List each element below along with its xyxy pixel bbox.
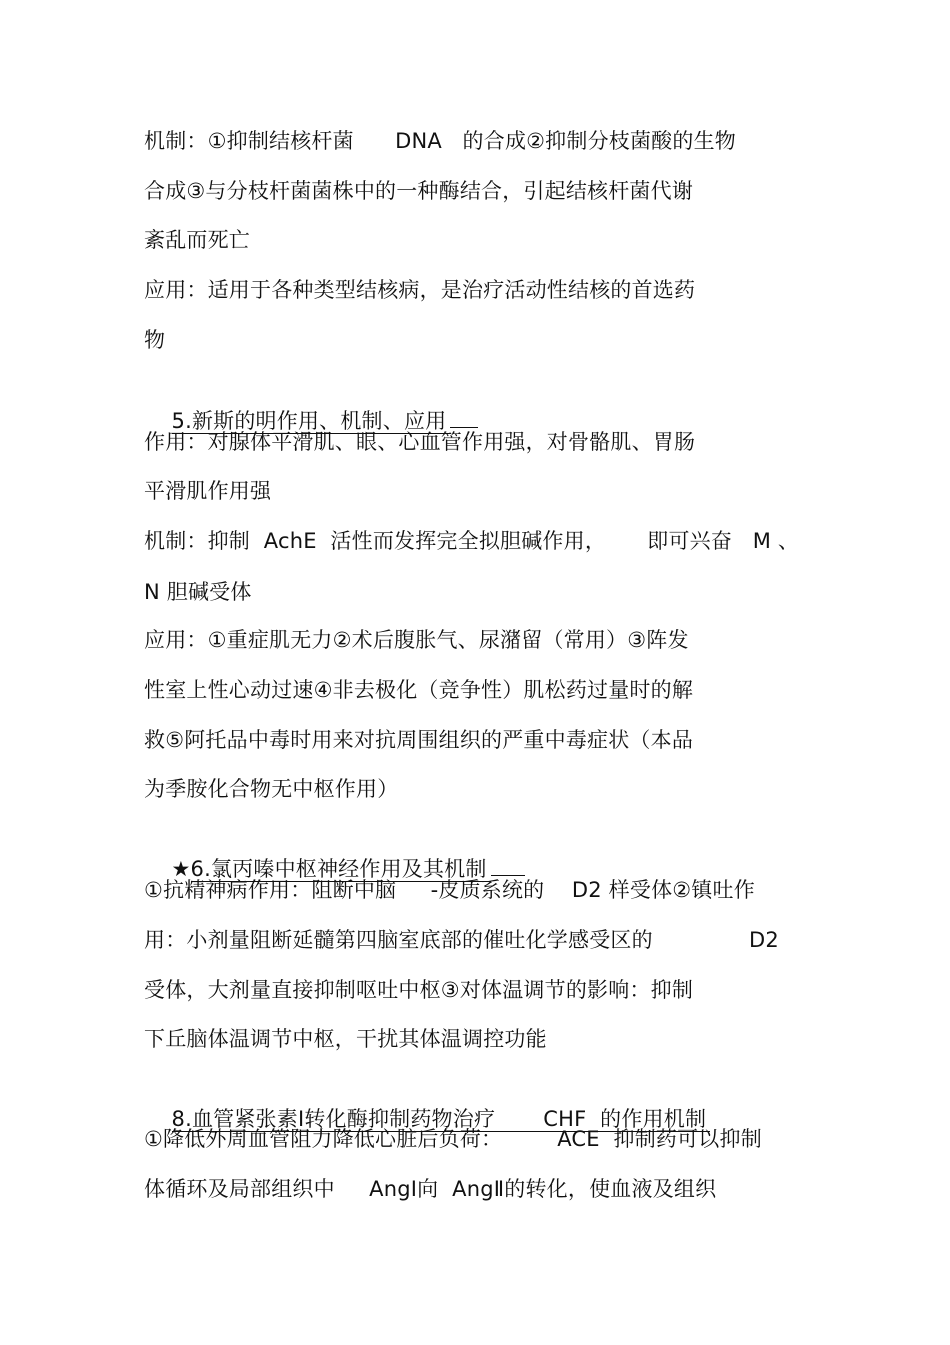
text-line-7: 作用：对腺体平滑肌、眼、心血管作用强，对骨骼肌、胃肠	[144, 430, 696, 454]
text-line-5: 物	[144, 328, 166, 352]
text-line-21: ①降低外周血管阻力降低心脏后负荷： ACE 抑制药可以抑制	[144, 1127, 762, 1151]
text-line-16: ①抗精神病作用：阻断中脑 -皮质系统的 D2 样受体②镇吐作	[144, 878, 755, 902]
section-heading-8-text: 8.血管紧张素Ⅰ转化酶抑制药物治疗 CHF 的作用机制	[172, 1107, 711, 1132]
star-icon: ★	[171, 857, 191, 881]
text-line-2: 合成③与分枝杆菌菌株中的一种酶结合，引起结核杆菌代谢	[144, 179, 694, 203]
section-heading-5-text: 5.新斯的明作用、机制、应用	[172, 409, 451, 434]
text-line-10: N 胆碱受体	[144, 580, 252, 604]
section-heading-6-text: 6.氯丙嗪中枢神经作用及其机制	[191, 857, 491, 882]
text-line-4: 应用：适用于各种类型结核病，是治疗活动性结核的首选药	[144, 278, 696, 302]
text-line-12: 性室上性心动过速④非去极化（竞争性）肌松药过量时的解	[144, 678, 694, 702]
text-line-18: 受体，大剂量直接抑制呕吐中枢③对体温调节的影响：抑制	[144, 978, 694, 1002]
text-line-19: 下丘脑体温调节中枢，干扰其体温调控功能	[144, 1027, 547, 1051]
text-line-3: 紊乱而死亡	[144, 228, 250, 252]
text-line-17: 用：小剂量阻断延髓第四脑室底部的催吐化学感受区的 D2	[144, 928, 779, 952]
text-line-9: 机制：抑制 AchE 活性而发挥完全拟胆碱作用， 即可兴奋 M 、	[144, 529, 800, 553]
text-line-11: 应用：①重症肌无力②术后腹胀气、尿潴留（常用）③阵发	[144, 628, 689, 652]
text-line-22: 体循环及局部组织中 AngⅠ向 AngⅡ的转化，使血液及组织	[144, 1177, 717, 1201]
text-line-8: 平滑肌作用强	[144, 479, 272, 503]
text-line-13: 救⑤阿托品中毒时用来对抗周围组织的严重中毒症状（本品	[144, 728, 694, 752]
text-line-1: 机制：①抑制结核杆菌 DNA 的合成②抑制分枝菌酸的生物	[144, 129, 736, 153]
text-line-14: 为季胺化合物无中枢作用）	[144, 777, 399, 801]
